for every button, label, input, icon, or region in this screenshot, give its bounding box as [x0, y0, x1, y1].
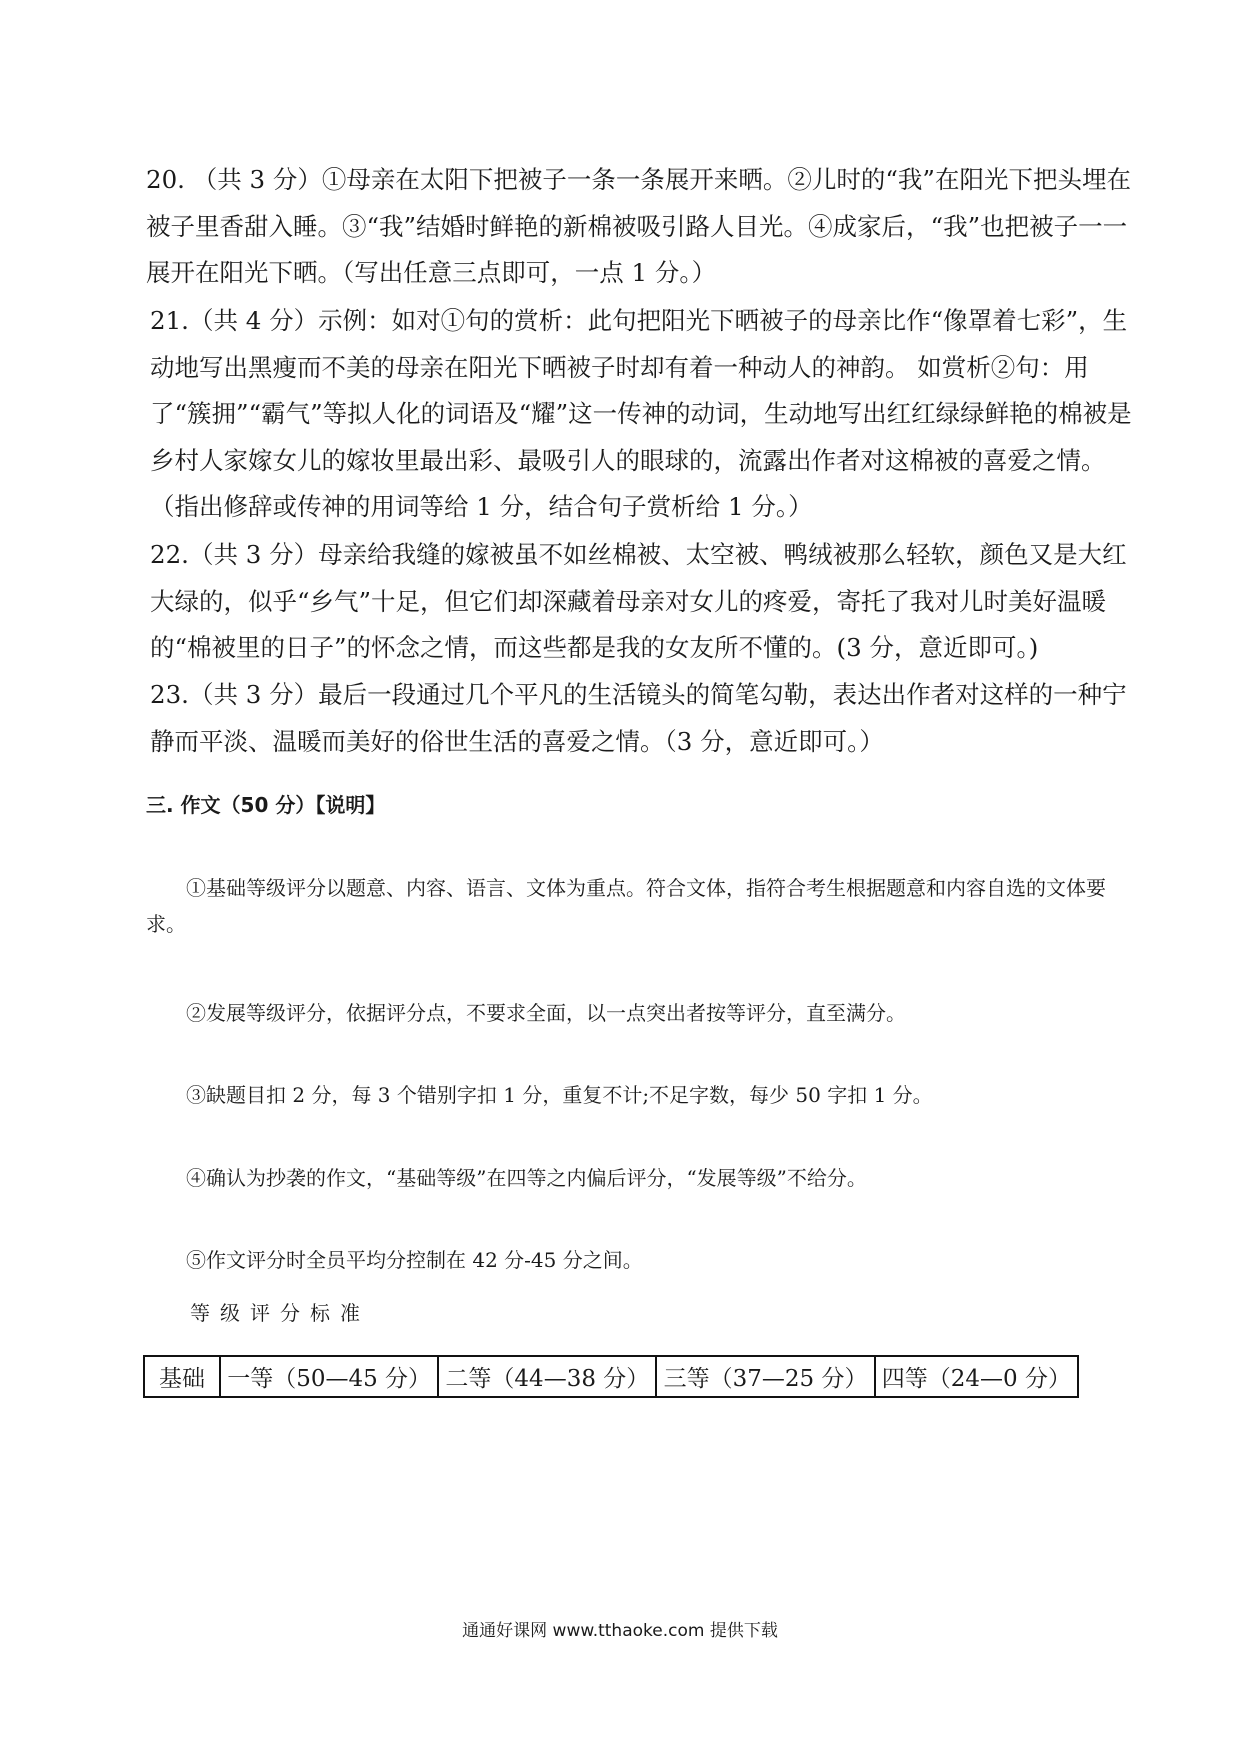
rule-1: ①基础等级评分以题意、内容、语言、文体为重点。符合文体，指符合考生根据题意和内容自选的文体要求。: [146, 876, 1106, 936]
section-heading: [146, 790, 385, 820]
grade-cell-1: 一等（50—45 分）: [220, 1356, 438, 1397]
table-row: [144, 1356, 1078, 1397]
answer-23: 23.（共 3 分）最后一段通过几个平凡的生活镜头的简笔勾勒，表达出作者对这样的一种宁静而平淡、温暖而美好的俗世生活的喜爱之情。（3 分，意近即可。）: [150, 680, 1127, 756]
answer-21: 21.（共 4 分）示例：如对①句的赏析：此句把阳光下晒被子的母亲比作“像罩着七彩”，生动地写出黑瘦而不美的母亲在阳光下晒被子时却有着一种动人的神韵。 如赏析②句：用了“簇拥”“霸气”等拟人化的词语及“耀”这一传神的动词，生动地写出红红绿绿鲜艳的棉被是乡村人家嫁女儿的嫁妆里最出彩、最吸引人的眼球的，流露出作者对这棉被的喜爱之情。（指出修辞或传神的用词等给 1 分，结合句子赏析给 1 分。）: [150, 306, 1132, 521]
standard-title: 等级评分标准: [190, 1301, 370, 1325]
section-note: 【说明】: [315, 793, 386, 817]
rule-3: ③缺题目扣 2 分，每 3 个错别字扣 1 分，重复不计;不足字数，每少 50 字扣 1 分。: [186, 1083, 933, 1107]
grade-cell-3: 三等（37—25 分）: [656, 1356, 874, 1397]
grade-cell-4: 四等（24—0 分）: [875, 1356, 1078, 1397]
grade-cell-2: 二等（44—38 分）: [438, 1356, 656, 1397]
answer-22: 22.（共 3 分）母亲给我缝的嫁被虽不如丝棉被、太空被、鸭绒被那么轻软，颜色又是大红大绿的，似乎“乡气”十足，但它们却深藏着母亲对女儿的疼爱，寄托了我对儿时美好温暖的“棉被里的日子”的怀念之情，而这些都是我的女友所不懂的。(3 分，意近即可。): [150, 540, 1127, 662]
grade-row-label: 基础: [144, 1356, 220, 1397]
rule-2: ②发展等级评分，依据评分点，不要求全面，以一点突出者按等评分，直至满分。: [186, 1001, 906, 1025]
page-footer: 通通好课网 www.tthaoke.com 提供下载: [462, 1621, 778, 1641]
rule-5: ⑤作文评分时全员平均分控制在 42 分-45 分之间。: [186, 1248, 643, 1272]
answer-20: 20. （共 3 分）①母亲在太阳下把被子一条一条展开来晒。②儿时的“我”在阳光下把头埋在被子里香甜入睡。③“我”结婚时鲜艳的新棉被吸引路人目光。④成家后，“我”也把被子一一展开在阳光下晒。（写出任意三点即可，一点 1 分。）: [146, 165, 1131, 287]
grade-table: [143, 1355, 1079, 1398]
section-title: 三. 作文（50 分）: [146, 793, 316, 817]
rule-4: ④确认为抄袭的作文，“基础等级”在四等之内偏后评分，“发展等级”不给分。: [186, 1166, 867, 1190]
